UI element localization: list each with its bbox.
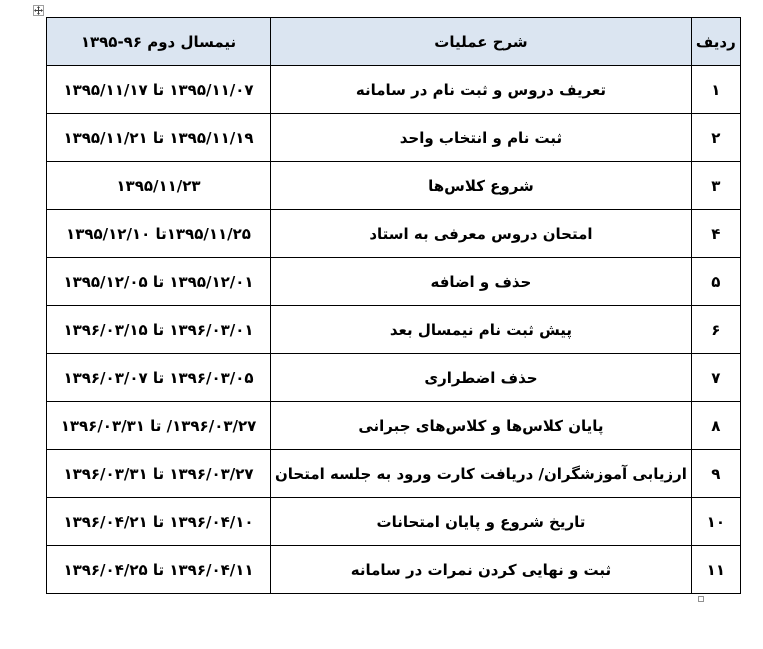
cell-description: حذف اضطراری xyxy=(271,354,692,402)
table-row xyxy=(47,402,741,450)
table-row xyxy=(47,498,741,546)
cell-date-range: ۱۳۹۵/۱۱/۲۳ xyxy=(47,162,271,210)
cell-date-range: ۱۳۹۵/۱۱/۱۹ تا ۱۳۹۵/۱۱/۲۱ xyxy=(47,114,271,162)
cell-row-number: ۱۱ xyxy=(691,546,740,594)
cell-date-range: ۱۳۹۶/۰۳/۰۵ تا ۱۳۹۶/۰۳/۰۷ xyxy=(47,354,271,402)
cell-description: ارزیابی آموزشگران/ دریافت کارت ورود به جلسه امتحان xyxy=(271,450,692,498)
cell-description: پیش ثبت نام نیمسال بعد xyxy=(271,306,692,354)
cell-date-range: ۱۳۹۵/۱۱/۰۷ تا ۱۳۹۵/۱۱/۱۷ xyxy=(47,66,271,114)
cell-row-number: ۹ xyxy=(691,450,740,498)
cell-date-range: ۱۳۹۵/۱۲/۰۱ تا ۱۳۹۵/۱۲/۰۵ xyxy=(47,258,271,306)
cell-description: تعریف دروس و ثبت نام در سامانه xyxy=(271,66,692,114)
cell-row-number: ۴ xyxy=(691,210,740,258)
cell-description: تاریخ شروع و پایان امتحانات xyxy=(271,498,692,546)
table-row xyxy=(47,66,741,114)
table-move-handle[interactable] xyxy=(33,5,44,16)
cell-row-number: ۸ xyxy=(691,402,740,450)
table-row xyxy=(47,546,741,594)
cell-date-range: ۱۳۹۶/۰۳/۲۷/ تا ۱۳۹۶/۰۳/۳۱ xyxy=(47,402,271,450)
cell-description: شروع کلاس‌ها xyxy=(271,162,692,210)
header-description: شرح عملیات xyxy=(271,18,692,66)
table-row xyxy=(47,450,741,498)
cell-description: حذف و اضافه xyxy=(271,258,692,306)
cell-row-number: ۶ xyxy=(691,306,740,354)
cell-row-number: ۲ xyxy=(691,114,740,162)
cell-date-range: ۱۳۹۶/۰۳/۰۱ تا ۱۳۹۶/۰۳/۱۵ xyxy=(47,306,271,354)
table-row xyxy=(47,354,741,402)
table-row xyxy=(47,258,741,306)
header-semester-dates: نیمسال دوم ۹۶-۱۳۹۵ xyxy=(47,18,271,66)
cell-description: امتحان دروس معرفی به استاد xyxy=(271,210,692,258)
cell-date-range: ۱۳۹۵/۱۱/۲۵تا ۱۳۹۵/۱۲/۱۰ xyxy=(47,210,271,258)
cell-date-range: ۱۳۹۶/۰۴/۱۰ تا ۱۳۹۶/۰۴/۲۱ xyxy=(47,498,271,546)
table-header-row xyxy=(47,18,741,66)
cell-date-range: ۱۳۹۶/۰۳/۲۷ تا ۱۳۹۶/۰۳/۳۱ xyxy=(47,450,271,498)
schedule-table xyxy=(46,17,741,594)
cell-description: ثبت و نهایی کردن نمرات در سامانه xyxy=(271,546,692,594)
cell-row-number: ۵ xyxy=(691,258,740,306)
table-row xyxy=(47,210,741,258)
cell-row-number: ۱۰ xyxy=(691,498,740,546)
cell-row-number: ۷ xyxy=(691,354,740,402)
cell-date-range: ۱۳۹۶/۰۴/۱۱ تا ۱۳۹۶/۰۴/۲۵ xyxy=(47,546,271,594)
move-arrows-icon xyxy=(34,6,43,15)
header-radif: ردیف xyxy=(691,18,740,66)
cell-description: پایان کلاس‌ها و کلاس‌های جبرانی xyxy=(271,402,692,450)
table-row xyxy=(47,306,741,354)
table-row xyxy=(47,114,741,162)
cell-row-number: ۳ xyxy=(691,162,740,210)
table-resize-handle[interactable] xyxy=(698,596,704,602)
cell-description: ثبت نام و انتخاب واحد xyxy=(271,114,692,162)
cell-row-number: ۱ xyxy=(691,66,740,114)
table-row xyxy=(47,162,741,210)
